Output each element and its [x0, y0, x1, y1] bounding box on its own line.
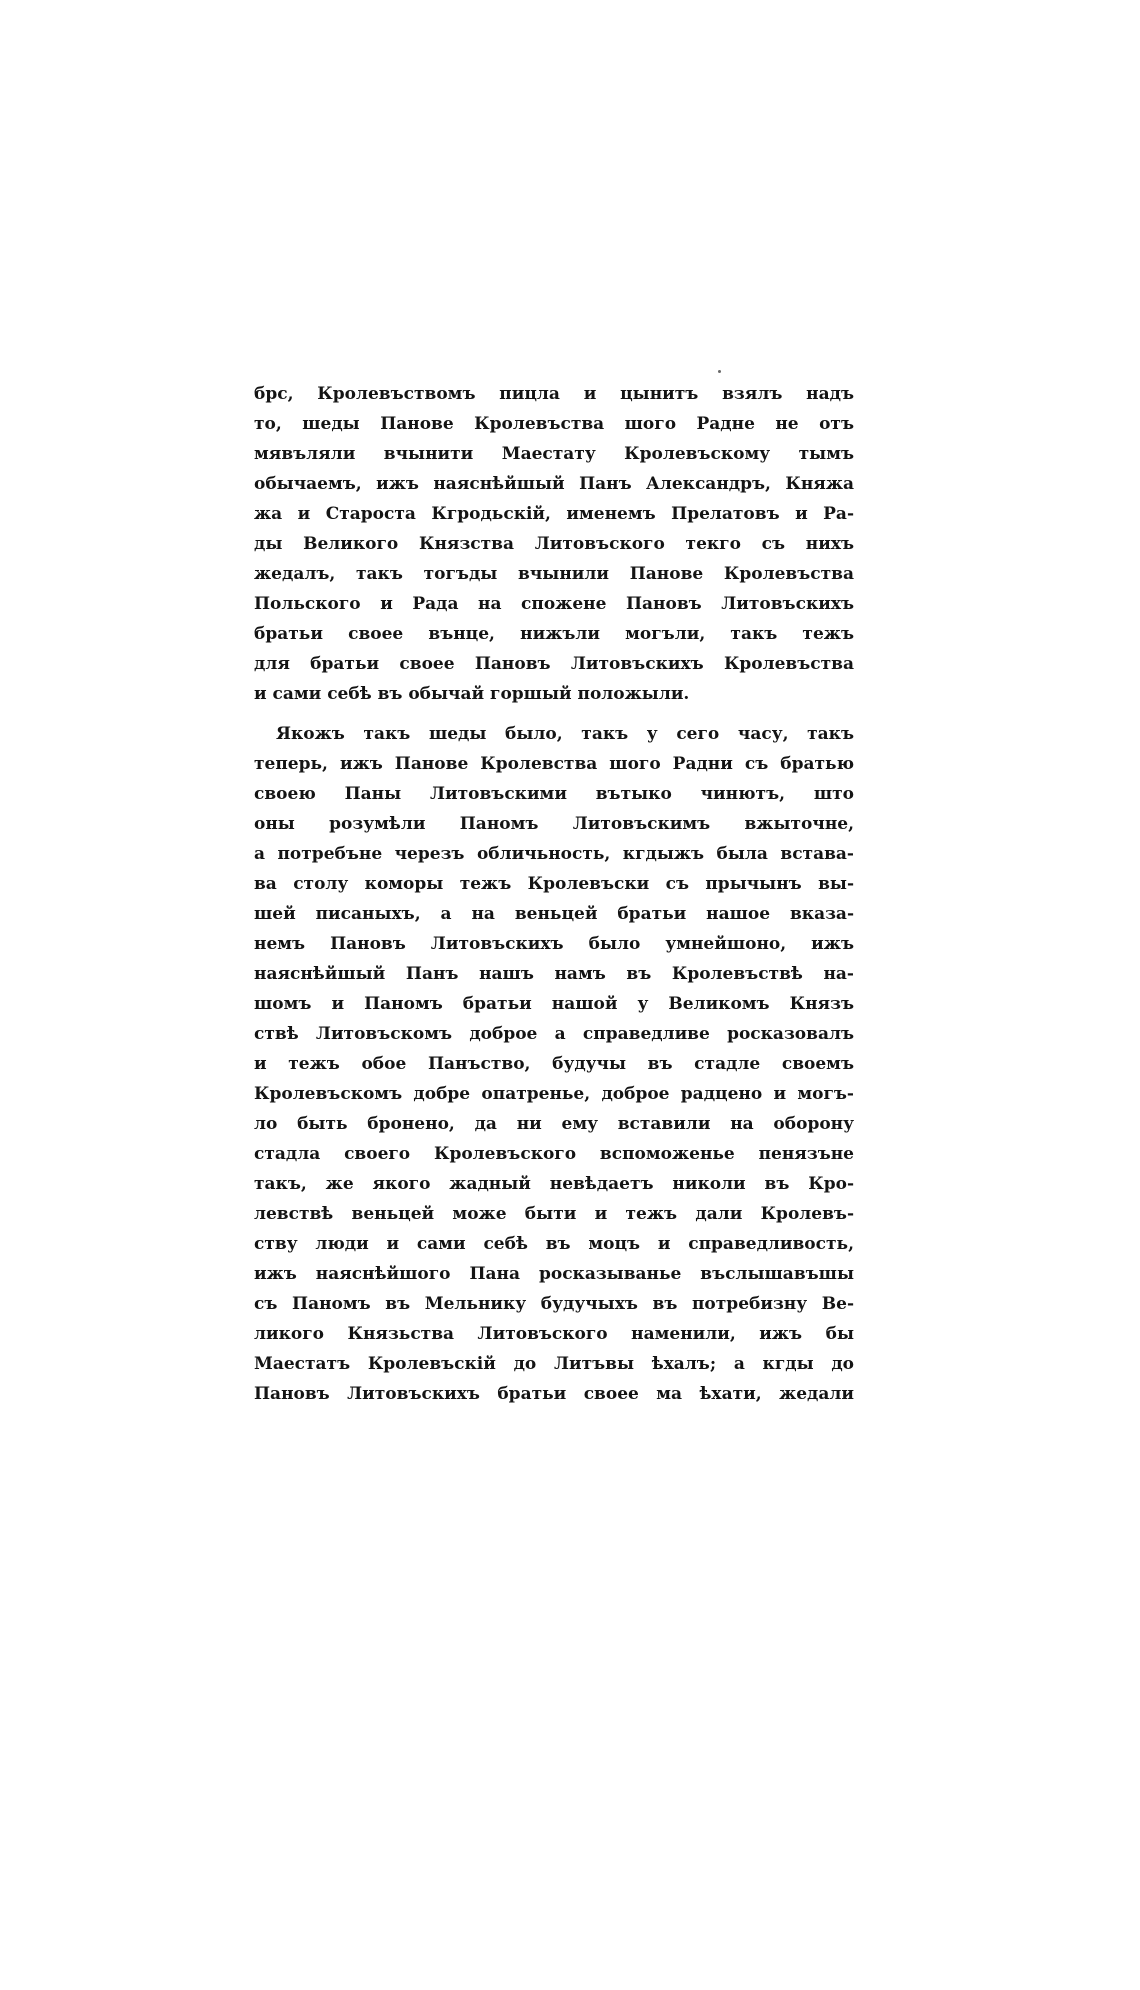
- paragraph-gap: [254, 709, 854, 719]
- text-line: Пановъ Литовъскихъ братьи своее ма ѣхати, жедали: [254, 1384, 854, 1404]
- paragraph-1: [254, 379, 854, 709]
- text-line: Якожъ такъ шеды было, такъ у сего часу, такъ: [276, 724, 854, 744]
- text-line: левствѣ веньцей може быти и тежъ дали Кролевъ-: [254, 1204, 854, 1224]
- text-line: ству люди и сами себѣ въ моцъ и справедливость,: [254, 1234, 854, 1254]
- text-line: брс, Кролевъствомъ пицла и цынитъ взялъ надъ: [254, 384, 854, 404]
- text-line: такъ, же якого жадный невѣдаетъ николи въ Кро-: [254, 1174, 854, 1194]
- text-line: мявъляли вчынити Маестату Кролевъскому тымъ: [254, 444, 854, 464]
- text-line: ликого Князьства Литовъского наменили, ижъ бы: [254, 1324, 854, 1344]
- text-line: братьи своее вънце, нижъли могъли, такъ тежъ: [254, 624, 854, 644]
- text-line: то, шеды Панове Кролевъствa шого Радне не отъ: [254, 414, 854, 434]
- ink-speck: [718, 370, 721, 373]
- text-line: Польского и Рада на спожене Пановъ Литовъскихъ: [254, 594, 854, 614]
- text-line: Кролевъскомъ добре опатренье, доброе радцено и могъ-: [254, 1084, 854, 1104]
- text-line: оны розумѣли Паномъ Литовъскимъ вжыточне,: [254, 814, 854, 834]
- text-line: ижъ наяснѣйшого Пана росказыванье въслышавъшы: [254, 1264, 854, 1284]
- text-line: а потребъне черезъ обличьность, кгдыжъ была встава-: [254, 844, 854, 864]
- text-line: ло быть бронено, да ни ему вставили на оборону: [254, 1114, 854, 1134]
- text-line: ва столу коморы тежъ Кролевъски съ прычынъ вы-: [254, 874, 854, 894]
- paragraph-2: [254, 719, 854, 1409]
- text-line: и сами себѣ въ обычай горшый положыли.: [254, 684, 690, 704]
- text-line: жа и Староста Кгродьскій, именемъ Прелатовъ и Ра-: [254, 504, 854, 524]
- text-line: шомъ и Паномъ братьи нашой у Великомъ Князъ: [254, 994, 854, 1014]
- text-line: жедалъ, такъ тогъды вчынили Панове Кролевъства: [254, 564, 854, 584]
- body-text: [254, 379, 854, 1409]
- text-line: и тежъ обое Панъство, будучы въ стадле своемъ: [254, 1054, 854, 1074]
- text-line: немъ Пановъ Литовъскихъ было умнейшоно, ижъ: [254, 934, 854, 954]
- text-line: теперь, ижъ Панове Кролевства шого Радни съ братью: [254, 754, 854, 774]
- text-line: ды Великого Князства Литовъского текго съ нихъ: [254, 534, 854, 554]
- text-line: обычаемъ, ижъ наяснѣйшый Панъ Александръ, Княжа: [254, 474, 854, 494]
- text-line: ствѣ Литовъскомъ доброе а справедливе росказовалъ: [254, 1024, 854, 1044]
- text-line: наяснѣйшый Панъ нашъ намъ въ Кролевъствѣ на-: [254, 964, 854, 984]
- text-line: для братьи своее Пановъ Литовъскихъ Кролевъства: [254, 654, 854, 674]
- text-line: съ Паномъ въ Мельнику будучыхъ въ потребизну Ве-: [254, 1294, 854, 1314]
- text-line: шей писаныхъ, а на веньцей братьи нашое вказа-: [254, 904, 854, 924]
- text-line: стадла своего Кролевъского вспоможенье пенязъне: [254, 1144, 854, 1164]
- text-line: своею Паны Литовъскими вътыко чинютъ, што: [254, 784, 854, 804]
- text-line: Маестатъ Кролевъскій до Литъвы ѣхалъ; а кгды до: [254, 1354, 854, 1374]
